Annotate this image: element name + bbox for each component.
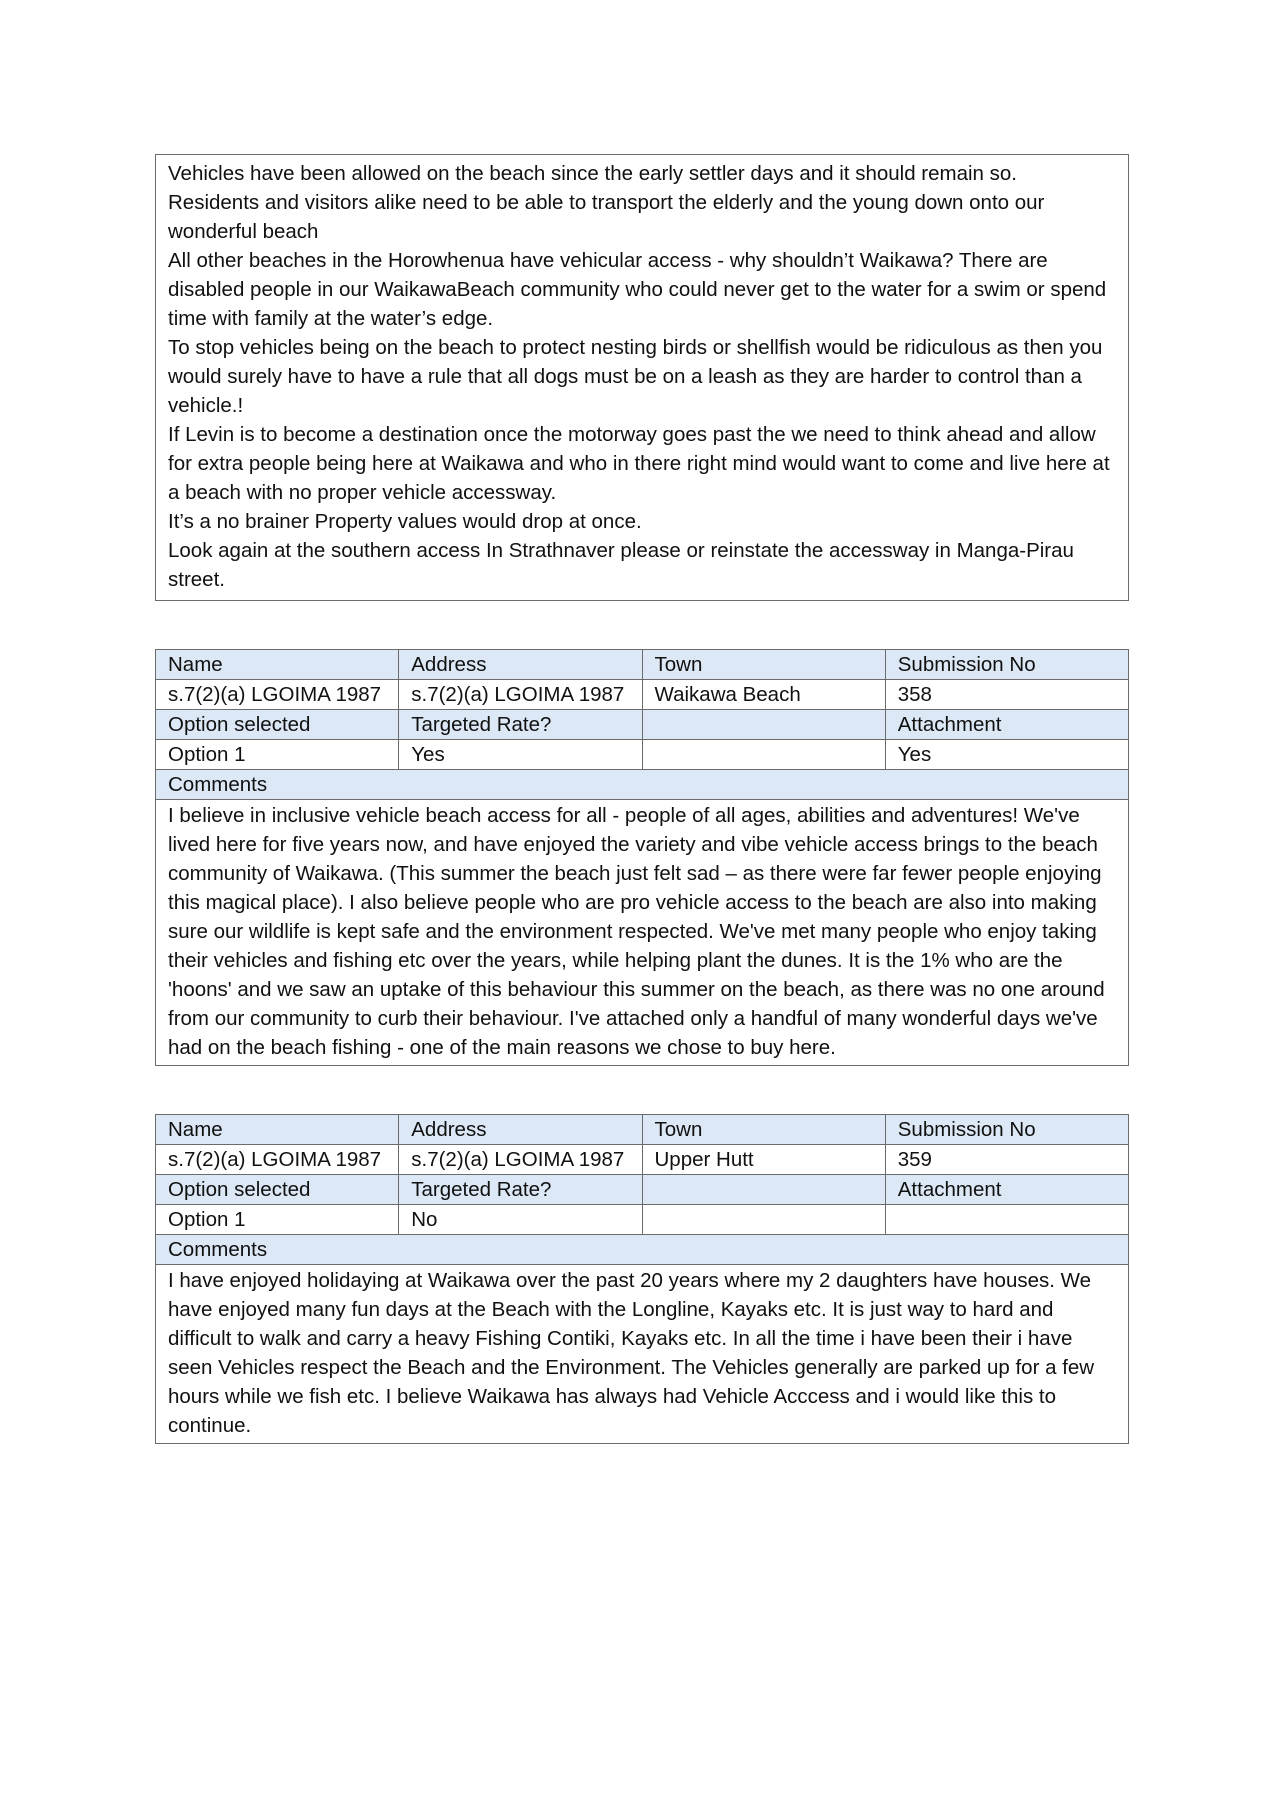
option-selected-value: Option 1 xyxy=(156,1205,399,1235)
attachment-value xyxy=(885,1205,1128,1235)
targeted-rate-header: Targeted Rate? xyxy=(399,710,642,740)
town-header: Town xyxy=(642,1115,885,1145)
comments-text: I have enjoyed holidaying at Waikawa over the past 20 years where my 2 daughters have houses. We have enjoyed many fun days at the Beach with the Longline, Kayaks etc. It is just way to hard and difficult to walk and carry a heavy Fishing Contiki, Kayaks etc. In all the time i have been their i have seen Vehicles respect the Beach and the Environment. The Vehicles generally are parked up for a few hours while we fish etc. I believe Waikawa has always had Vehicle Acccess and i would like this to continue. xyxy=(156,1265,1129,1444)
comment-paragraph: All other beaches in the Horowhenua have vehicular access - why shouldn’t Waikawa? There are disabled people in our WaikawaBeach community who could never get to the water for a swim or spend time with family at the water’s edge. xyxy=(168,249,1107,330)
option-values-row xyxy=(156,740,1129,770)
submission-details-row xyxy=(156,1145,1129,1175)
targeted-rate-value: No xyxy=(399,1205,642,1235)
blank-value xyxy=(642,740,885,770)
submission-table-359 xyxy=(155,1114,1129,1444)
name-header: Name xyxy=(156,1115,399,1145)
comments-header-row xyxy=(156,1235,1129,1265)
submission-table-358 xyxy=(155,649,1129,1066)
name-value: s.7(2)(a) LGOIMA 1987 xyxy=(156,680,399,710)
comment-paragraph: Residents and visitors alike need to be able to transport the elderly and the young down onto our wonderful beach xyxy=(168,191,1045,243)
submission-no-header: Submission No xyxy=(885,650,1128,680)
comments-text: I believe in inclusive vehicle beach access for all - people of all ages, abilities and adventures! We've lived here for five years now, and have enjoyed the variety and vibe vehicle access brings to the beach community of Waikawa. (This summer the beach just felt sad – as there were far fewer people enjoying this magical place). I also believe people who are pro vehicle access to the beach are also into making sure our wildlife is kept safe and the environment respected. We've met many people who enjoy taking their vehicles and fishing etc over the years, while helping plant the dunes. It is the 1% who are the 'hoons' and we saw an uptake of this behaviour this summer on the beach, as there was no one around from our community to curb their behaviour. I've attached only a handful of many wonderful days we've had on the beach fishing - one of the main reasons we chose to buy here. xyxy=(156,800,1129,1066)
comment-paragraph: Look again at the southern access In Strathnaver please or reinstate the accessway in Manga-Pirau street. xyxy=(168,539,1074,591)
attachment-value: Yes xyxy=(885,740,1128,770)
document-page xyxy=(155,154,1129,1444)
town-value: Waikawa Beach xyxy=(642,680,885,710)
comments-header: Comments xyxy=(156,1235,1129,1265)
submission-header-row xyxy=(156,1115,1129,1145)
address-value: s.7(2)(a) LGOIMA 1987 xyxy=(399,1145,642,1175)
option-selected-header: Option selected xyxy=(156,710,399,740)
comments-header: Comments xyxy=(156,770,1129,800)
comment-paragraph: To stop vehicles being on the beach to protect nesting birds or shellfish would be ridiculous as then you would surely have to have a rule that all dogs must be on a leash as they are harder to control than a vehicle.! xyxy=(168,336,1103,417)
name-header: Name xyxy=(156,650,399,680)
targeted-rate-value: Yes xyxy=(399,740,642,770)
comment-paragraph: If Levin is to become a destination once the motorway goes past the we need to think ahead and allow for extra people being here at Waikawa and who in there right mind would want to come and live here at a beach with no proper vehicle accessway. xyxy=(168,423,1110,504)
option-values-row xyxy=(156,1205,1129,1235)
town-value: Upper Hutt xyxy=(642,1145,885,1175)
address-header: Address xyxy=(399,650,642,680)
option-header-row xyxy=(156,1175,1129,1205)
attachment-header: Attachment xyxy=(885,1175,1128,1205)
submission-details-row xyxy=(156,680,1129,710)
name-value: s.7(2)(a) LGOIMA 1987 xyxy=(156,1145,399,1175)
option-selected-value: Option 1 xyxy=(156,740,399,770)
option-selected-header: Option selected xyxy=(156,1175,399,1205)
blank-value xyxy=(642,1205,885,1235)
comments-body-row xyxy=(156,800,1129,1066)
address-value: s.7(2)(a) LGOIMA 1987 xyxy=(399,680,642,710)
submission-no-value: 358 xyxy=(885,680,1128,710)
targeted-rate-header: Targeted Rate? xyxy=(399,1175,642,1205)
attachment-header: Attachment xyxy=(885,710,1128,740)
blank-header xyxy=(642,1175,885,1205)
previous-submission-comment xyxy=(155,154,1129,601)
town-header: Town xyxy=(642,650,885,680)
comments-body-row xyxy=(156,1265,1129,1444)
blank-header xyxy=(642,710,885,740)
address-header: Address xyxy=(399,1115,642,1145)
comment-paragraph: Vehicles have been allowed on the beach since the early settler days and it should remain so. xyxy=(168,162,1017,185)
option-header-row xyxy=(156,710,1129,740)
comment-paragraph: It’s a no brainer Property values would drop at once. xyxy=(168,510,642,533)
submission-no-header: Submission No xyxy=(885,1115,1128,1145)
submission-no-value: 359 xyxy=(885,1145,1128,1175)
submission-header-row xyxy=(156,650,1129,680)
comments-header-row xyxy=(156,770,1129,800)
